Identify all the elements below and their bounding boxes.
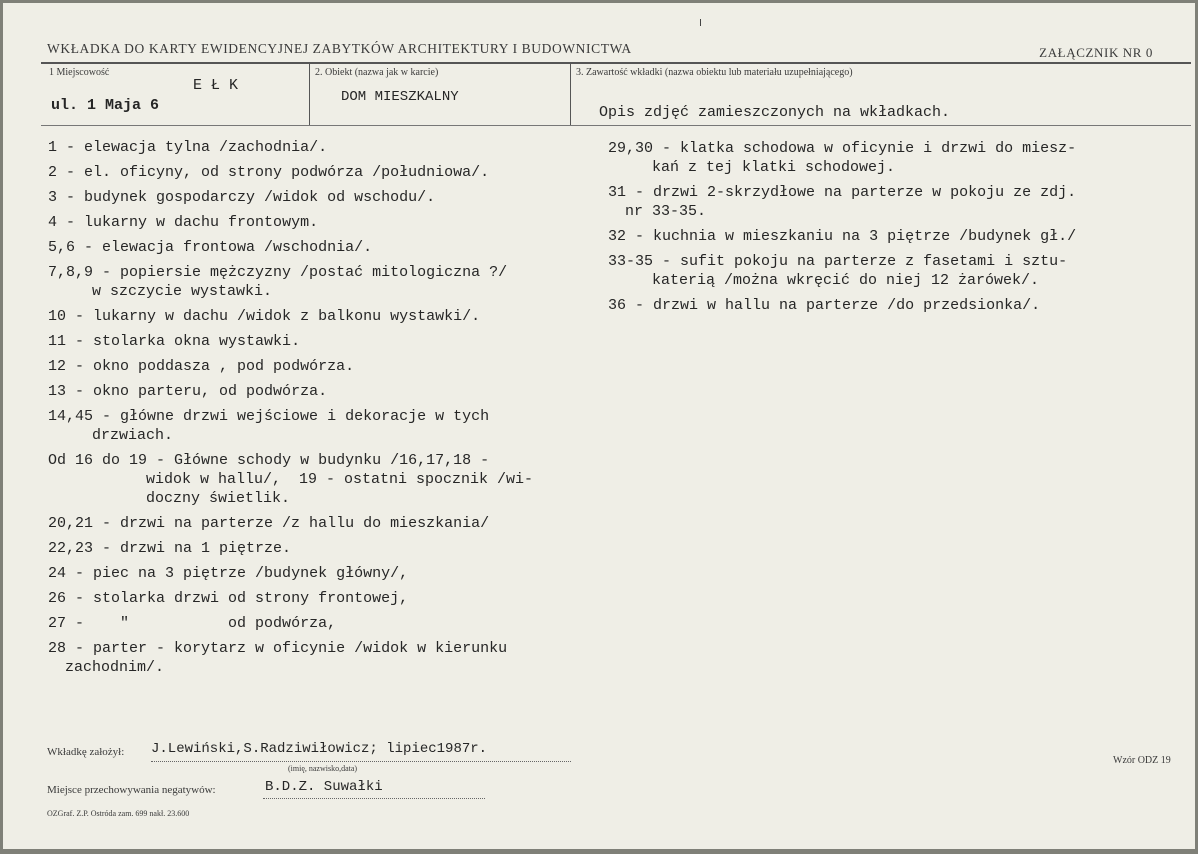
photo-number: 20,21 [48, 515, 94, 532]
dash-separator: - [66, 640, 94, 657]
dash-separator: - [93, 540, 121, 557]
storage-value: B.D.Z. Suwałki [265, 779, 383, 795]
dash-separator: - [93, 515, 121, 532]
dash-separator: - [75, 239, 103, 256]
photo-description-item [608, 252, 1188, 290]
description-line: sufit pokoju na parterze z fasetami i sztu- [680, 253, 1068, 270]
photo-number: 33-35 [608, 253, 654, 270]
photo-number: 27 [48, 615, 67, 632]
photo-number: Od 16 do 19 [48, 452, 148, 469]
photo-number: 4 [48, 214, 58, 231]
record-card [3, 3, 1195, 849]
photo-description-item [608, 227, 1188, 246]
locality-value: E Ł K [193, 77, 239, 94]
photo-description-item [48, 514, 608, 533]
photo-description-item [48, 238, 608, 257]
form-title: WKŁADKA DO KARTY EWIDENCYJNEJ ZABYTKÓW ARCHITEKTURY I BUDOWNICTWA [47, 41, 632, 56]
dash-separator: - [653, 253, 681, 270]
description-line: lukarny w dachu /widok z balkonu wystawki/. [93, 308, 481, 325]
dash-separator: - [66, 333, 94, 350]
photo-number: 32 [608, 228, 627, 245]
description-line: budynek gospodarczy /widok od wschodu/. [84, 189, 436, 206]
description-line: drzwi w hallu na parterze /do przedsionka/. [653, 297, 1041, 314]
photo-number: 3 [48, 189, 58, 206]
photo-description-item [48, 213, 608, 232]
dash-separator: - [626, 228, 654, 245]
photo-description-item [48, 539, 608, 558]
description-line: nr 33-35. [625, 203, 707, 220]
description-line: okno poddasza , pod podwórza. [93, 358, 355, 375]
description-line: piec na 3 piętrze /budynek główny/, [93, 565, 409, 582]
photo-number: 12 [48, 358, 67, 375]
dash-separator: - [147, 452, 175, 469]
description-line: zachodnim/. [65, 659, 165, 676]
photo-number: 10 [48, 308, 67, 325]
dash-separator: - [653, 140, 681, 157]
description-line: widok w hallu/, 19 - ostatni spocznik /wi- [146, 471, 534, 488]
photo-number: 36 [608, 297, 627, 314]
photo-description-item [48, 263, 608, 301]
description-line: elewacja tylna /zachodnia/. [84, 139, 328, 156]
description-line: drzwi 2-skrzydłowe na parterze w pokoju ze zdj. [653, 184, 1077, 201]
fields-bottom-rule [41, 125, 1191, 126]
made-by-value: J.Lewiński,S.Radziwiłowicz; lipiec1987r. [151, 741, 488, 757]
description-line: popiersie mężczyzny /postać mitologiczna ?/ [120, 264, 508, 281]
description-line: drzwi na parterze /z hallu do mieszkania/ [120, 515, 490, 532]
photo-number: 31 [608, 184, 627, 201]
dash-separator: - [57, 139, 85, 156]
field-divider-1 [309, 63, 310, 125]
content-label: 3. Zawartość wkładki (nazwa obiektu lub materiału uzupełniającego) [576, 67, 853, 78]
description-line: stolarka okna wystawki. [93, 333, 301, 350]
dash-separator: - [57, 164, 85, 181]
dash-separator: - [66, 590, 94, 607]
photo-description-item [48, 307, 608, 326]
photo-number: 13 [48, 383, 67, 400]
photo-description-item [608, 139, 1188, 177]
description-line: w szczycie wystawki. [92, 283, 273, 300]
object-value: DOM MIESZKALNY [341, 89, 459, 105]
description-line: elewacja frontowa /wschodnia/. [102, 239, 373, 256]
photo-number: 1 [48, 139, 58, 156]
photo-number: 2 [48, 164, 58, 181]
dash-separator: - [57, 214, 85, 231]
dash-separator: - [66, 383, 94, 400]
photo-description-item [48, 589, 608, 608]
header-rule [41, 62, 1191, 64]
made-by-line [151, 761, 571, 762]
description-line: " od podwórza, [93, 615, 337, 632]
photo-description-item [48, 639, 608, 677]
street-value: ul. 1 Maja 6 [51, 97, 160, 114]
storage-label: Miejsce przechowywania negatywów: [47, 784, 216, 796]
locality-label: 1 Miejscowość [49, 67, 110, 78]
description-line: okno parteru, od podwórza. [93, 383, 328, 400]
dash-separator: - [626, 184, 654, 201]
photo-number: 26 [48, 590, 67, 607]
photo-number: 7,8,9 [48, 264, 94, 281]
description-line: główne drzwi wejściowe i dekoracje w tych [120, 408, 490, 425]
object-label: 2. Obiekt (nazwa jak w karcie) [315, 67, 439, 78]
photo-number: 28 [48, 640, 67, 657]
photo-number: 5,6 [48, 239, 76, 256]
field-divider-2 [570, 63, 571, 125]
photo-number: 14,45 [48, 408, 94, 425]
description-line: stolarka drzwi od strony frontowej, [93, 590, 409, 607]
left-photo-list [48, 138, 608, 683]
dash-separator: - [93, 408, 121, 425]
dash-separator: - [93, 264, 121, 281]
description-line: klatka schodowa w oficynie i drzwi do miesz- [680, 140, 1077, 157]
storage-line [263, 798, 485, 799]
photo-description-item [608, 296, 1188, 315]
description-line: el. oficyny, od strony podwórza /południowa/. [84, 164, 490, 181]
description-line: drzwi na 1 piętrze. [120, 540, 292, 557]
photo-description-item [608, 183, 1188, 221]
description-line: parter - korytarz w oficynie /widok w kierunku [93, 640, 508, 657]
photo-number: 22,23 [48, 540, 94, 557]
description-line: kuchnia w mieszkaniu na 3 piętrze /budynek gł./ [653, 228, 1077, 245]
photo-number: 29,30 [608, 140, 654, 157]
description-line: lukarny w dachu frontowym. [84, 214, 319, 231]
dash-separator: - [66, 358, 94, 375]
dash-separator: - [66, 565, 94, 582]
photo-description-item [48, 163, 608, 182]
attachment-number: ZAŁĄCZNIK NR 0 [1039, 45, 1153, 60]
dash-separator: - [626, 297, 654, 314]
printer-note: OZGraf. Z.P. Ostróda zam. 699 nakł. 23.600 [47, 809, 190, 818]
photo-description-item [48, 382, 608, 401]
photo-description-item [48, 188, 608, 207]
description-line: doczny świetlik. [146, 490, 291, 507]
photo-description-item [48, 451, 608, 508]
dash-separator: - [57, 189, 85, 206]
photo-description-item [48, 407, 608, 445]
description-line: Główne schody w budynku /16,17,18 - [174, 452, 490, 469]
form-code: Wzór ODZ 19 [1113, 755, 1171, 766]
photo-number: 11 [48, 333, 67, 350]
content-value: Opis zdjęć zamieszczonych na wkładkach. [599, 104, 951, 121]
photo-description-item [48, 357, 608, 376]
photo-description-item [48, 138, 608, 157]
photo-description-item [48, 332, 608, 351]
right-photo-list [608, 139, 1188, 321]
top-mark [700, 19, 701, 26]
description-line: drzwiach. [92, 427, 174, 444]
made-by-sub: (imię, nazwisko,data) [288, 764, 358, 773]
dash-separator: - [66, 615, 94, 632]
photo-description-item [48, 614, 608, 633]
description-line: katerią /można wkręcić do niej 12 żarówek/. [652, 272, 1040, 289]
photo-description-item [48, 564, 608, 583]
dash-separator: - [66, 308, 94, 325]
photo-number: 24 [48, 565, 67, 582]
description-line: kań z tej klatki schodowej. [652, 159, 896, 176]
made-by-label: Wkładkę założył: [47, 746, 125, 758]
